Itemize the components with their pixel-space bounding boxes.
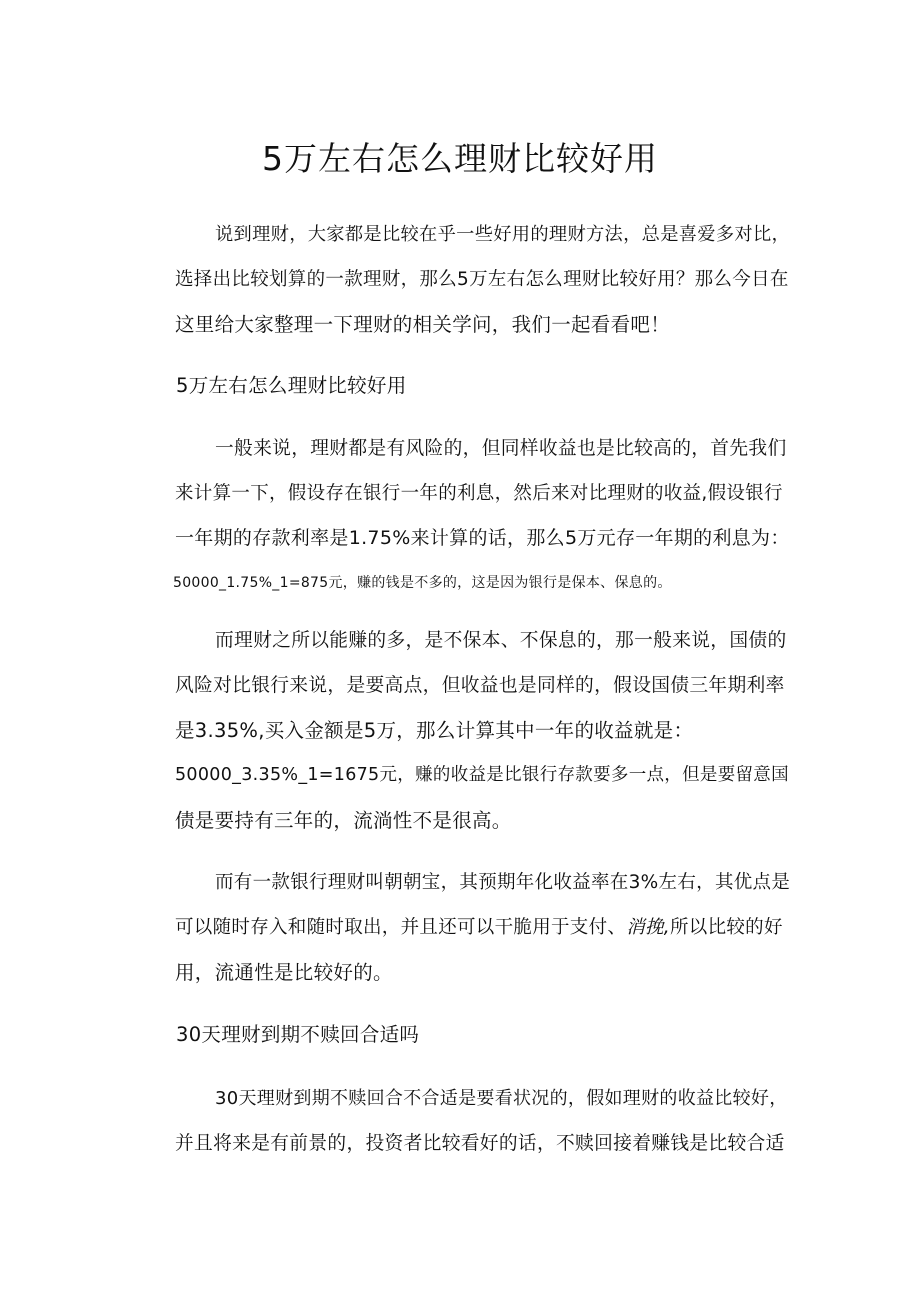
paragraph-line: 并且将来是有前景的，投资者比较看好的话，不赎回接着赚钱是比较合适 <box>175 1133 785 1154</box>
text-segment: 所以比较的好 <box>669 917 783 938</box>
paragraph-line: 30天理财到期不赎回合不合适是要看状况的，假如理财的收益比较好， <box>215 1088 788 1109</box>
paragraph-line: 一年期的存款利率是1.75%来计算的话，那么5万元存一年期的利息为： <box>175 527 790 549</box>
paragraph-30days <box>136 1076 790 1166</box>
paragraph-line <box>136 905 790 950</box>
paragraph-zhaozhaobao <box>136 860 790 995</box>
paragraph-line: 而有一款银行理财叫朝朝宝，其预期年化收益率在3%左右，其优点是 <box>215 872 791 893</box>
paragraph-line: 这里给大家整理一下理财的相关学问，我们一起看看吧！ <box>175 313 671 336</box>
paragraph-line: 债是要持有三年的，流淌性不是很高。 <box>175 809 512 832</box>
paragraph-line: 50000_1.75%_1=875元，赚的钱是不多的，这是因为银行是保本、保息的。 <box>173 575 672 591</box>
italic-text-segment: 消挽, <box>626 917 670 938</box>
paragraph-line: 是3.35%,买入金额是5万，那么计算其中一年的收益就是： <box>175 719 694 742</box>
paragraph-treasury-bond <box>136 618 790 843</box>
section-heading-5w: 5万左右怎么理财比较好用 <box>176 374 407 397</box>
paragraph-intro <box>136 212 790 347</box>
paragraph-line: 选择出比较划算的一款理财，那么5万左右怎么理财比较好用？那么今日在 <box>175 269 789 290</box>
paragraph-line: 来计算一下，假设存在银行一年的利息，然后来对比理财的收益,假设银行 <box>175 483 783 504</box>
paragraph-line: 一般来说，理财都是有风险的，但同样收益也是比较高的，首先我们 <box>215 438 787 459</box>
paragraph-line: 50000_3.35%_1=1675元，赚的收益是比银行存款要多一点，但是要留意国 <box>175 765 789 785</box>
paragraph-line: 风险对比银行来说，是要高点，但收益也是同样的，假设国债三年期利率 <box>175 675 785 696</box>
paragraph-line: 用，流通性是比较好的。 <box>175 961 393 984</box>
paragraph-line: 说到理财，大家都是比较在乎一些好用的理财方法，总是喜爱多对比， <box>215 224 791 245</box>
paragraph-bank-interest <box>136 426 790 606</box>
paragraph-line: 而理财之所以能赚的多，是不保本、不保息的，那一般来说，国债的 <box>215 630 787 651</box>
text-segment: 可以随时存入和随时取出，并且还可以干脆用于支付、 <box>175 917 627 938</box>
document-title: 5万左右怎么理财比较好用 <box>262 139 658 178</box>
section-heading-30days: 30天理财到期不赎回合适吗 <box>176 1023 420 1046</box>
